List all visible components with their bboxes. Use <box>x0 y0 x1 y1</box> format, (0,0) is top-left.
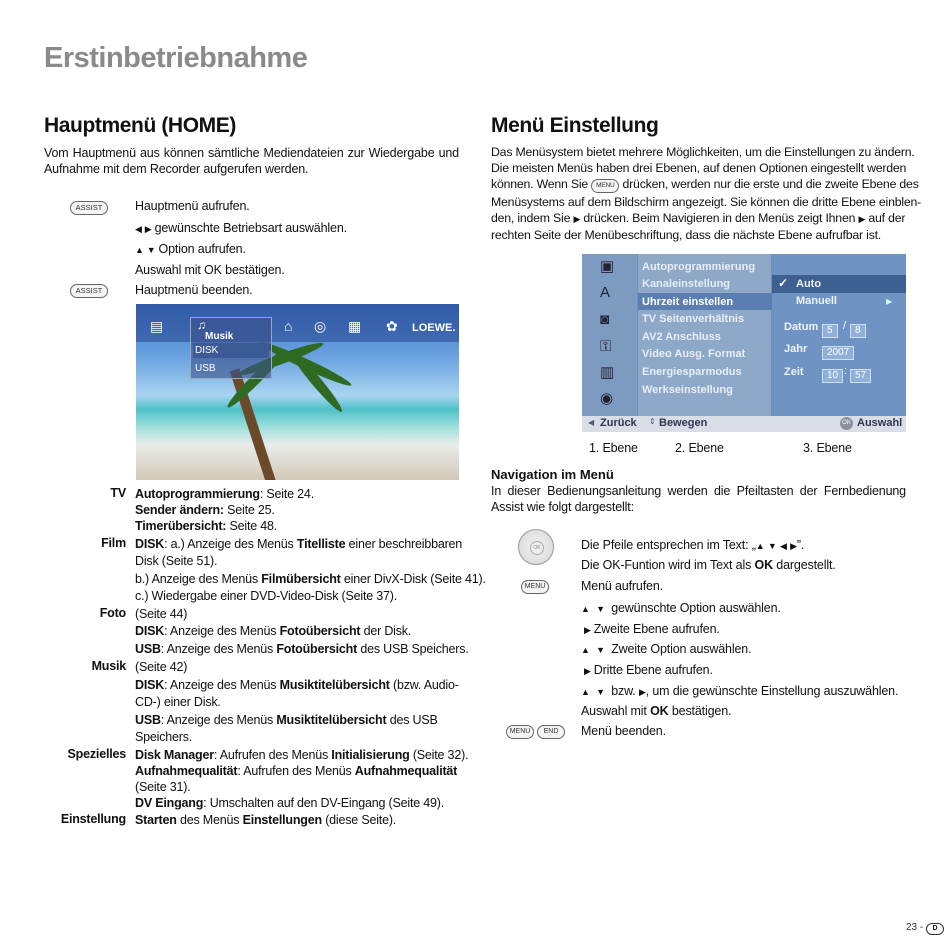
musik-line-3: CD-) einer Disk. <box>135 695 221 709</box>
assist-button: ASSIST <box>70 201 108 215</box>
settings-item: Video Ausg. Format <box>642 348 746 360</box>
label-spezielles: Spezielles <box>67 747 126 761</box>
home-topbar <box>136 304 459 342</box>
step-option-text: Option aufrufen. <box>158 242 246 256</box>
arrow-right-icon: ▶ <box>790 541 797 551</box>
music-label: Musik <box>205 331 234 342</box>
right-heading: Menü Einstellung <box>491 114 659 137</box>
language-badge: D <box>926 923 944 935</box>
nav-opt2-select: ▲ ▼ Zweite Option auswählen. <box>581 642 752 656</box>
music-dropdown <box>190 317 272 379</box>
right-intro: Das Menüsystem bietet mehrere Möglichkeiten, um die Einstellungen zu ändern. Die meisten Menüs haben drei Ebenen, auf denen Optionen eingestellt werden können. Wenn Sie MENU drücken, werden nur die erste und die zweite Ebene des Menüsystems auf dem Bildschirm angezeigt. Sie können die dritte Ebene einblen- den, indem Sie ▶ drücken. Beim Navigieren in den Menüs zeigt Ihnen ▶ auf der rechten Seite der Menübeschriftung, dass die nächste Ebene aufrufbar ist. <box>491 145 922 242</box>
arrow-up-icon: ▲ <box>755 541 765 551</box>
datum-day: 5 <box>822 320 838 338</box>
label-tv: TV <box>110 486 126 500</box>
film-line-1: DISK: a.) Anzeige des Menüs Titelliste einer beschreibbaren <box>135 537 463 551</box>
arrow-up-icon: ▲ <box>581 645 590 655</box>
arrow-down-icon: ▼ <box>146 245 156 255</box>
zeit-minute: 57 <box>850 365 871 383</box>
left-heading: Hauptmenü (HOME) <box>44 114 236 137</box>
label-film: Film <box>101 536 126 550</box>
end-button: END <box>537 725 565 739</box>
settings-icon: ✿ <box>386 318 398 334</box>
spez-line-2: Aufnahmequalität: Aufrufen des Menüs Aufnahmequalität <box>135 764 458 778</box>
datum-label: Datum <box>784 321 819 333</box>
level-1-caption: 1. Ebene <box>589 441 638 455</box>
nav-ok-line: Die OK-Funtion wird im Text als OK dargestellt. <box>581 558 836 572</box>
nav-level3-open: ▶ Dritte Ebene aufrufen. <box>584 663 713 677</box>
settings-item: Kanaleinstellung <box>642 278 731 290</box>
film-line-3: b.) Anzeige des Menüs Filmübersicht einer DivX-Disk (Seite 41). <box>135 572 486 586</box>
menu-button-exit: MENU <box>506 725 534 739</box>
settings-item: Energiesparmodus <box>642 366 742 378</box>
arrow-up-icon: ▲ <box>581 604 590 614</box>
nav-opt-select: ▲ ▼ gewünschte Option auswählen. <box>581 601 781 615</box>
arrow-right-icon: ▶ <box>573 214 581 224</box>
arrow-right-icon: ▶ <box>144 224 152 234</box>
einst-line-1: Starten des Menüs Einstellungen (diese Seite). <box>135 813 397 827</box>
menu-item-disk: DISK <box>193 343 269 358</box>
tv-line-1: Autoprogrammierung: Seite 24. <box>135 487 314 501</box>
label-musik: Musik <box>91 659 126 673</box>
connection-icon: ▥ <box>600 364 615 381</box>
step-open: Hauptmenü aufrufen. <box>135 199 250 213</box>
level2-auto: Auto <box>796 278 822 290</box>
menu-item-usb: USB <box>195 363 216 374</box>
musik-line-5: Speichers. <box>135 730 193 744</box>
settings-item: Werkseinstellung <box>642 384 733 396</box>
musik-line-4: USB: Anzeige des Menüs Musiktitelübersicht des USB <box>135 713 438 727</box>
nav-bzw-line: ▲ ▼ bzw. ▶, um die gewünschte Einstellung auszuwählen. <box>581 684 899 698</box>
arrow-down-icon: ▼ <box>596 604 605 614</box>
music-icon: ♫ <box>197 318 206 332</box>
spez-line-1: Disk Manager: Aufrufen des Menüs Initialisierung (Seite 32). <box>135 748 469 762</box>
level-3-caption: 3. Ebene <box>803 441 852 455</box>
jahr-value: 2007 <box>822 342 854 360</box>
arrow-left-icon: ◀ <box>135 224 142 234</box>
nav-heading: Navigation im Menü <box>491 467 614 482</box>
settings-item: TV Seitenverhältnis <box>642 313 745 325</box>
camera-icon: ◎ <box>314 318 327 334</box>
arrow-left-icon: ◀ <box>779 541 787 551</box>
arrow-right-icon: ▶ <box>638 687 646 697</box>
page-title: Erstinbetriebnahme <box>44 42 308 74</box>
nav-intro: In dieser Bedienungsanleitung werden die Pfeiltasten der Fernbedienung Assist wie folgt dargestellt: <box>491 484 906 514</box>
foto-line-2: DISK: Anzeige des Menüs Fotoübersicht der Disk. <box>135 624 412 638</box>
label-einstellung: Einstellung <box>60 812 126 826</box>
check-icon: ✓ <box>778 276 789 290</box>
film-icon: ⌂ <box>284 318 293 334</box>
settings-item: Autoprogrammierung <box>642 261 756 273</box>
arrow-down-icon: ▼ <box>596 645 605 655</box>
menu-button-inline: MENU <box>591 179 619 193</box>
left-intro: Vom Hauptmenü aus können sämtliche Mediendateien zur Wiedergabe und Aufnahme mit dem Recorder aufgerufen werden. <box>44 146 459 176</box>
level2-highlight <box>772 275 906 293</box>
page-number: 23 - <box>906 922 924 933</box>
settings-item-selected: Uhrzeit einstellen <box>642 296 734 308</box>
arrow-down-icon: ▼ <box>767 541 777 551</box>
lock-icon: ⚿ <box>600 338 612 355</box>
toolbox-icon: ▦ <box>348 318 362 334</box>
step-exit: Hauptmenü beenden. <box>135 283 253 297</box>
step-option <box>135 242 246 256</box>
tv-icon: ▣ <box>600 258 615 275</box>
dpad-icon <box>518 529 554 565</box>
zurueck-label: Zurück <box>600 417 637 429</box>
tv-line-3: Timerübersicht: Seite 48. <box>135 519 278 533</box>
film-line-2: Disk (Seite 51). <box>135 554 218 568</box>
foto-line-1: (Seite 44) <box>135 607 188 621</box>
step-select-mode-text: gewünschte Betriebsart auswählen. <box>154 221 347 235</box>
nav-confirm-line: Auswahl mit OK bestätigen. <box>581 704 732 718</box>
menu-button: MENU <box>521 580 549 594</box>
tv-icon: ▤ <box>150 318 164 334</box>
spez-line-3: (Seite 31). <box>135 780 191 794</box>
datum-separator: / <box>843 320 847 332</box>
zeit-hour: 10 <box>822 365 843 383</box>
nav-level2-open: ▶ Zweite Ebene aufrufen. <box>584 622 720 636</box>
ok-icon: OK <box>840 417 853 430</box>
zeit-separator: : <box>844 365 848 377</box>
nav-menu-open: Menü aufrufen. <box>581 579 663 593</box>
step-select-mode <box>135 221 347 235</box>
arrow-right-icon: ▶ <box>584 625 591 635</box>
zeit-label: Zeit <box>784 366 804 378</box>
label-foto: Foto <box>99 606 126 620</box>
film-line-4: c.) Wiedergabe einer DVD-Video-Disk (Seite 37). <box>135 589 398 603</box>
disc-icon: ◉ <box>600 390 614 407</box>
audio-icon: ◙ <box>600 311 610 328</box>
step-confirm: Auswahl mit OK bestätigen. <box>135 263 285 277</box>
bewegen-label: Bewegen <box>659 417 708 429</box>
loewe-logo: LOEWE. <box>412 322 456 334</box>
tv-line-2: Sender ändern: Seite 25. <box>135 503 275 517</box>
spez-line-4: DV Eingang: Umschalten auf den DV-Eingang (Seite 49). <box>135 796 445 810</box>
musik-line-2: DISK: Anzeige des Menüs Musiktitelübersicht (bzw. Audio- <box>135 678 459 692</box>
arrow-left-icon: ◀ <box>588 418 595 427</box>
assist-button-exit: ASSIST <box>70 284 108 298</box>
settings-menu-screenshot <box>582 254 906 432</box>
datum-month: 8 <box>850 320 866 338</box>
nav-menu-close: Menü beenden. <box>581 724 666 738</box>
nav-arrows-line: Die Pfeile entsprechen im Text: „▲ ▼ ◀ ▶”. <box>581 538 805 552</box>
updown-icon: ⇕ <box>649 417 656 426</box>
arrow-down-icon: ▼ <box>596 687 605 697</box>
level-2-caption: 2. Ebene <box>675 441 724 455</box>
settings-item: AV2 Anschluss <box>642 331 721 343</box>
ok-icon: OK <box>530 541 544 555</box>
home-menu-screenshot <box>136 304 459 480</box>
auswahl-label: Auswahl <box>857 417 903 429</box>
arrow-right-icon: ▶ <box>858 214 866 224</box>
foto-line-3: USB: Anzeige des Menüs Fotoübersicht des USB Speichers. <box>135 642 469 656</box>
arrow-up-icon: ▲ <box>581 687 590 697</box>
musik-line-1: (Seite 42) <box>135 660 188 674</box>
jahr-label: Jahr <box>784 343 808 355</box>
level2-manuell: Manuell <box>796 295 837 307</box>
arrow-right-icon: ▶ <box>584 666 591 676</box>
language-icon: A <box>600 284 611 301</box>
chevron-right-icon: ▶ <box>886 297 893 306</box>
arrow-up-icon: ▲ <box>135 245 144 255</box>
